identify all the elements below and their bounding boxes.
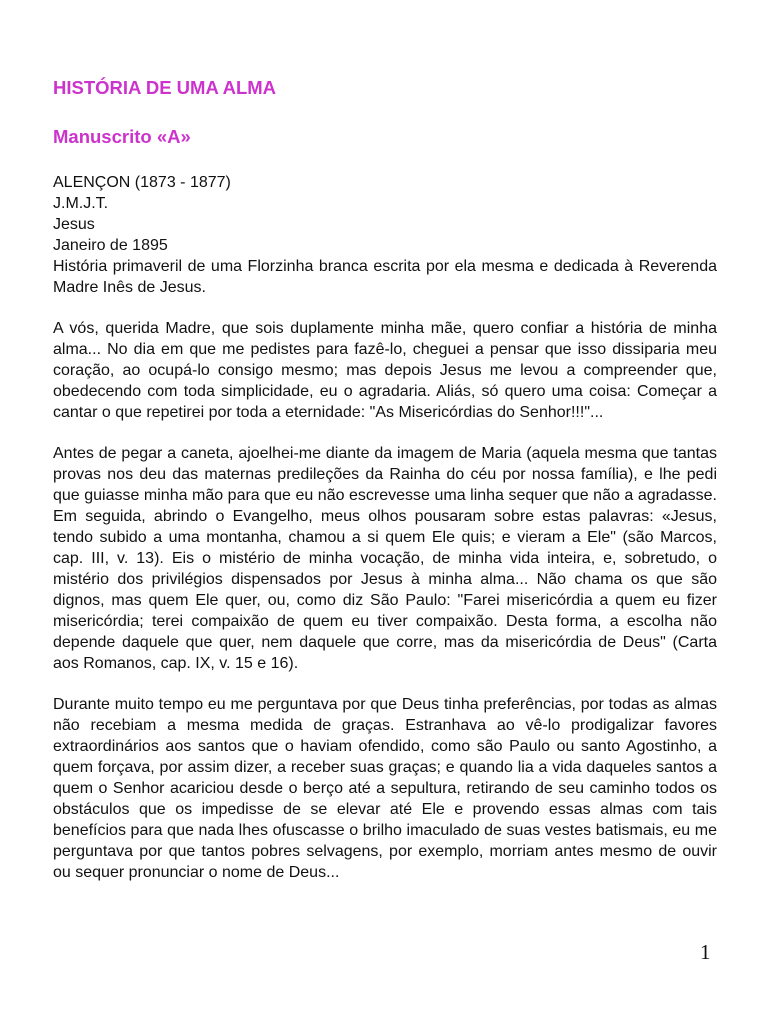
paragraph: A vós, querida Madre, que sois duplamente minha mãe, quero confiar a história de minha alma... No dia em que me pedistes para fazê-lo, cheguei a pensar que isso dissiparia meu coração, ao ocupá-lo consigo mesmo; mas depois Jesus me levou a compreender que, obedecendo com toda simplicidade, eu o agradaria. Aliás, só quero uma coisa: Começar a cantar o que repetirei por toda a eternidade: "As Misericórdias do Senhor!!!"... [53, 320, 717, 421]
dedication-text: História primaveril de uma Florzinha branca escrita por ela mesma e dedicada à Reverenda Madre Inês de Jesus. [53, 258, 717, 296]
document-subtitle: Manuscrito «A» [53, 126, 191, 147]
header-line-place-dates: ALENÇON (1873 - 1877) [53, 174, 231, 191]
paragraph: Durante muito tempo eu me perguntava por que Deus tinha preferências, por todas as almas não recebiam a mesma medida de graças. Estranhava ao vê-lo prodigalizar favores extraordinários aos santos que o haviam ofendido, como são Paulo ou santo Agostinho, a quem forçava, por assim dizer, a receber suas graças; e quando lia a vida daqueles santos a quem o Senhor acariciou desde o berço até a sepultura, retirando de seu caminho todos os obstáculos que os impedisse de se elevar até Ele e provendo essas almas com tais benefícios para que nada lhes ofuscasse o brilho imaculado de suas vestes batismais, eu me perguntava por que tantos pobres selvagens, por exemplo, morriam antes mesmo de ouvir ou sequer pronunciar o nome de Deus... [53, 696, 717, 881]
document-title: HISTÓRIA DE UMA ALMA [53, 77, 277, 98]
header-line-jesus: Jesus [53, 216, 95, 233]
header-line-initials: J.M.J.T. [53, 195, 109, 212]
paragraph: Antes de pegar a caneta, ajoelhei-me diante da imagem de Maria (aquela mesma que tantas provas nos deu das maternas predileções da Rainha do céu por nossa família), e lhe pedi que guiasse minha mão para que eu não escrevesse uma linha sequer que não a agradasse. Em seguida, abrindo o Evangelho, meus olhos pousaram sobre estas palavras: «Jesus, tendo subido a uma montanha, chamou a si quem Ele quis; e vieram a Ele" (são Marcos, cap. III, v. 13). Eis o mistério de minha vocação, de minha vida inteira, e, sobretudo, o mistério dos privilégios dispensados por Jesus à minha alma... Não chama os que são dignos, mas quem Ele quer, ou, como diz São Paulo: "Farei misericórdia a quem eu fizer misericórdia; terei compaixão de quem eu tiver compaixão. Desta forma, a escolha não depende daquele que quer, nem daquele que corre, mas da misericórdia de Deus" (Carta aos Romanos, cap. IX, v. 15 e 16). [53, 445, 717, 672]
header-line-date: Janeiro de 1895 [53, 237, 168, 254]
document-page [53, 74, 717, 883]
page-number: 1 [700, 940, 711, 964]
header-block [53, 172, 717, 298]
